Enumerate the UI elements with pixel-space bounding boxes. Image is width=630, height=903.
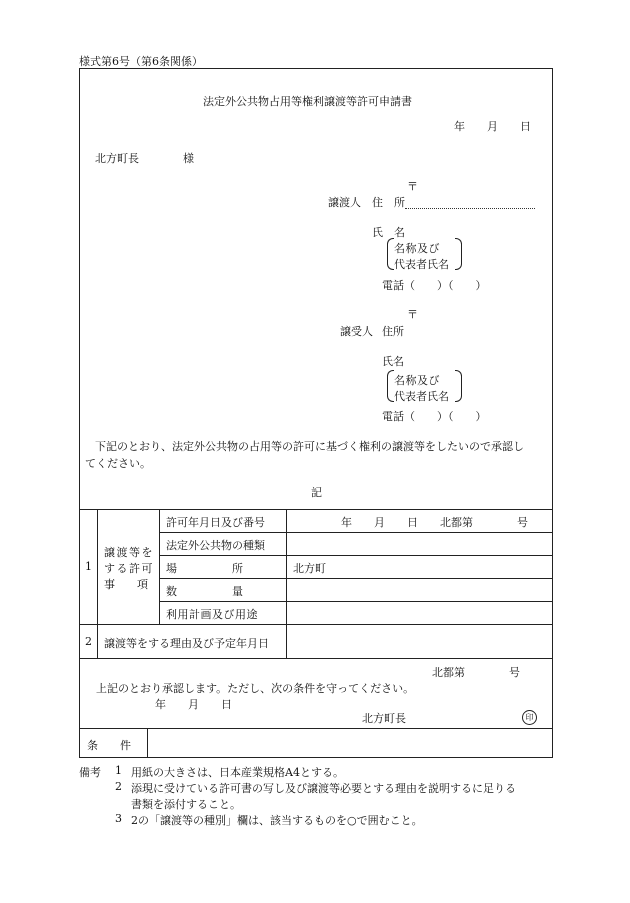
seal-mark: 印 (522, 710, 537, 725)
transferor-address-label: 住 所 (372, 196, 405, 209)
postal-mark: 〒 (407, 180, 418, 193)
approval-date: 年 月 日 (155, 698, 232, 711)
row1-number: 1 (85, 560, 92, 573)
transferee-address-label: 住所 (382, 325, 404, 338)
note-2-number: 2 (115, 780, 122, 793)
form-title: 法定外公共物占用等権利譲渡等許可申請書 (203, 95, 412, 108)
table-vline (97, 509, 98, 658)
table-line (159, 555, 553, 556)
form-id: 様式第6号（第6条関係） (79, 55, 203, 68)
group-label-2: する許可 (104, 562, 154, 575)
note-2b: 書類を添付すること。 (131, 798, 241, 811)
transferee-label: 譲受人 (340, 325, 373, 338)
row2-number: 2 (85, 635, 92, 648)
table-vline (159, 509, 160, 624)
notes-label: 備考 (79, 766, 101, 779)
paren-left (387, 238, 394, 270)
ki-label: 記 (311, 486, 322, 499)
addressee: 北方町長 様 (95, 152, 194, 165)
note-1: 用紙の大きさは、日本産業規格A4とする。 (131, 766, 344, 779)
conditions-line (79, 728, 553, 729)
reason-label: 譲渡等をする理由及び予定年月日 (104, 637, 269, 650)
transferee-phone: 電話（ ）（ ） (382, 410, 487, 423)
approval-mayor: 北方町長 (362, 712, 406, 725)
transferor-corp-line1: 名称及び (394, 242, 440, 255)
transferee-corp-line2: 代表者氏名 (394, 390, 449, 403)
transferee-corp-line1: 名称及び (394, 374, 440, 387)
table-line (79, 658, 553, 659)
conditions-label: 条 件 (87, 739, 131, 752)
approval-number: 北都第 号 (432, 666, 520, 679)
transferor-corp-line2: 代表者氏名 (394, 258, 449, 271)
transferee-name-label: 氏名 (382, 355, 404, 368)
transferor-phone: 電話（ ）（ ） (382, 279, 487, 292)
table-line (79, 624, 553, 625)
group-label-1: 譲渡等を (104, 546, 154, 559)
note-3: 2の「譲渡等の種別」欄は、該当するものを○で囲むこと。 (131, 814, 423, 827)
approval-text: 上記のとおり承認します。ただし、次の条件を守ってください。 (96, 682, 415, 695)
place-label: 場 所 (166, 562, 243, 575)
request-text-line1: 下記のとおり、法定外公共物の占用等の許可に基づく権利の譲渡等をしたいので承認し (95, 440, 524, 453)
table-line (159, 601, 553, 602)
note-3-number: 3 (115, 812, 122, 825)
table-line (159, 578, 553, 579)
permit-value: 年 月 日 北都第 号 (341, 516, 528, 529)
table-top-line (79, 509, 553, 510)
paren-right (455, 238, 462, 270)
request-text-line2: てください。 (85, 457, 151, 470)
paren-right-2 (455, 370, 462, 402)
table-line (159, 532, 553, 533)
table-vline (286, 509, 287, 658)
type-label: 法定外公共物の種類 (166, 539, 265, 552)
quantity-label: 数 量 (166, 585, 243, 598)
paren-left-2 (387, 370, 394, 402)
permit-label: 許可年月日及び番号 (166, 516, 265, 529)
transferor-label: 譲渡人 (328, 196, 361, 209)
group-label-3: 事 項 (104, 578, 148, 591)
usage-label: 利用計画及び用途 (166, 608, 258, 621)
postal-mark-2: 〒 (407, 308, 418, 321)
note-1-number: 1 (115, 764, 122, 777)
conditions-vline (147, 728, 148, 758)
note-2a: 添現に受けている許可書の写し及び譲渡等必要とする理由を説明するに足りる (131, 782, 516, 795)
date-line: 年 月 日 (454, 120, 531, 133)
place-value: 北方町 (293, 562, 326, 575)
address-underline (405, 208, 535, 209)
transferor-name-label: 氏 名 (372, 226, 405, 239)
